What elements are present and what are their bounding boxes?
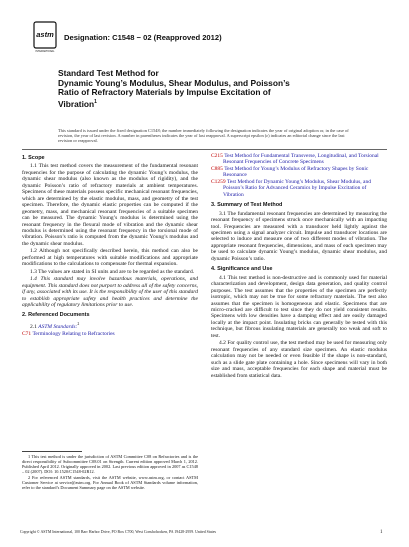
- title-line-2: Dynamic Young’s Modulus, Shear Modulus, and Poisson’s: [58, 77, 290, 88]
- title-line-4: Vibration$^1$: [58, 98, 97, 109]
- page-number: 1: [380, 530, 383, 535]
- document-title: [58, 69, 358, 109]
- ref-c885[interactable]: C885 Test Method for Young’s Modulus of Refractory Shapes by Sonic Resonance: [211, 165, 369, 179]
- section-title-summary: 3. Summary of Test Method: [211, 202, 283, 209]
- copyright-notice: Copyright © ASTM International, 100 Barr Harbor Drive, PO Box C700, West Conshohocken, PA 19428-2959. United States: [20, 530, 216, 534]
- footnote-1: 1 This test method is under the jurisdiction of ASTM Committee C08 on Refractories and is the direct responsibility of Subcommittee C08.01 on Strength. Current edition approved March 1, 2012. Published April 2012. Originally approved in 2002. Last previous edition approved in 2007 as C1548 – 02 (2007). DOI: 10.1520/C1548-02R12.: [22, 454, 198, 475]
- svg-text:INTERNATIONAL: INTERNATIONAL: [35, 50, 55, 53]
- footnote-2: 2 For referenced ASTM standards, visit the ASTM website, www.astm.org, or contact ASTM Customer Service at service@astm.org. For Annual Book of ASTM Standards volume information, refer to the standard’s Document Summary page on the ASTM website.: [22, 475, 198, 491]
- astm-standards-link[interactable]: ASTM Standards:: [38, 323, 78, 330]
- section-title-significance: 4. Significance and Use: [211, 266, 273, 273]
- ref-c71[interactable]: C71 Terminology Relating to Refractories: [22, 331, 115, 338]
- paragraph-4-2: 4.2 For quality control use, the test method may be used for measuring only resonant frequencies of any standard size specimen. An elastic modulus calculation may not be needed or even feasible if the shape is non-standard, such as a slide gate plate containing a hole. Since specimens will vary in both size and mass, acceptable frequencies for each shape and material must be established from statistical data.: [211, 340, 387, 379]
- section-title-referenced-documents: 2. Referenced Documents: [22, 312, 90, 319]
- title-line-1: Standard Test Method for: [58, 68, 159, 78]
- issuance-notice: This standard is issued under the fixed designation C1548; the number immediately following the designation indicates the year of original adoption or, in the case of revision, the year of last revision. A number in parentheses indicates the year of last reapproval. A superscript epsilon (ε) indicates an editorial change since the last revision or reapproval.: [58, 128, 349, 144]
- header-divider: [22, 149, 387, 150]
- paragraph-1-3: 1.3 The values are stated in SI units and are to be regarded as the standard.: [30, 268, 195, 275]
- ref-c215[interactable]: C215 Test Method for Fundamental Transverse, Longitudinal, and Torsional Resonant Frequencies of Concrete Specimens: [211, 153, 379, 166]
- referenced-standards-list: [211, 153, 387, 198]
- title-line-3: Ratio of Refractory Materials by Impulse Excitation of: [58, 87, 271, 98]
- paragraph-1-2: 1.2 Although not specifically described herein, this method can also be performed at high temperatures with suitable modifications and appropriate modifications to the calculations to compensate for thermal expansion.: [22, 248, 198, 268]
- ref-c1259[interactable]: C1259 Test Method for Dynamic Young’s Modulus, Shear Modulus, and Poisson’s Ratio for Advanced Ceramics by Impulse Excitation of Vibration: [211, 178, 371, 198]
- footnote-divider: [22, 451, 82, 452]
- footnotes: [22, 454, 198, 492]
- title-footnote-mark: 1: [94, 98, 97, 105]
- right-column: [211, 151, 387, 380]
- paragraph-1-1: 1.1 This test method covers the measurement of the fundamental resonant frequencies for the purpose of calculating the dynamic Young’s modulus, the dynamic shear modulus (also known as the modulus of rigidity), and the dynamic Poisson’s ratio of refractory materials at ambient temperatures. Specimens of these materials possess specific mechanical resonant frequencies, which are determined by the elastic modulus, mass, and geometry of the test specimen. Therefore, the dynamic elastic properties can be computed if the geometry, mass, and mechanical resonant frequencies of a suitable specimen can be measured. The dynamic Young’s modulus is determined using the resonant frequency in the flexural mode of vibration and the dynamic shear modulus is determined using the resonant frequency in the torsional mode of vibration. Poisson’s ratio is computed from the dynamic Young’s modulus and the dynamic shear modulus.: [22, 163, 198, 247]
- astm-logo-icon: [32, 21, 58, 55]
- section-title-scope: 1. Scope: [22, 155, 45, 161]
- left-column: [22, 151, 198, 338]
- paragraph-2-1: 2.1 ASTM Standards:$^2$: [30, 321, 80, 330]
- paragraph-1-4: 1.4 This standard may involve hazardous materials, operations, and equipment. This standard does not purport to address all of the safety concerns, if any, associated with its use. It is the responsibility of the user of this standard to establish appropriate safety and health practices and determine the applicability of regulatory limitations prior to use.: [22, 276, 198, 308]
- document-designation: Designation: C1548 − 02 (Reapproved 2012): [64, 33, 222, 42]
- svg-text:astm: astm: [36, 30, 54, 39]
- paragraph-4-1: 4.1 This test method is non-destructive and is commonly used for material characterization and development, design data generation, and quality control purposes. The test assumes that the properties of the specimen are perfectly isotropic, which may not be true for some refractory materials. The test also assumes that the specimen is homogeneous and elastic. Specimens that are micro-cracked are difficult to test since they do not yield consistent results. Specimens with low densities have a damping effect and are easily damaged locally at the impact point. Insulating bricks can generally be tested with this technique, but fibrous insulating materials are generally too weak and soft to test.: [211, 274, 387, 339]
- paragraph-3-1: 3.1 The fundamental resonant frequencies are determined by measuring the resonant frequency of specimens struck once mechanically with an impacting tool. Frequencies are measured with a transducer held lightly against the specimen using a signal analyzer circuit. Impulse and transducer locations are selected to induce and measure one of two different modes of vibration. The appropriate resonant frequencies, dimensions, and mass of each specimen may be used to calculate dynamic Young’s modulus, dynamic shear modulus, and dynamic Poisson’s ratio.: [211, 210, 387, 262]
